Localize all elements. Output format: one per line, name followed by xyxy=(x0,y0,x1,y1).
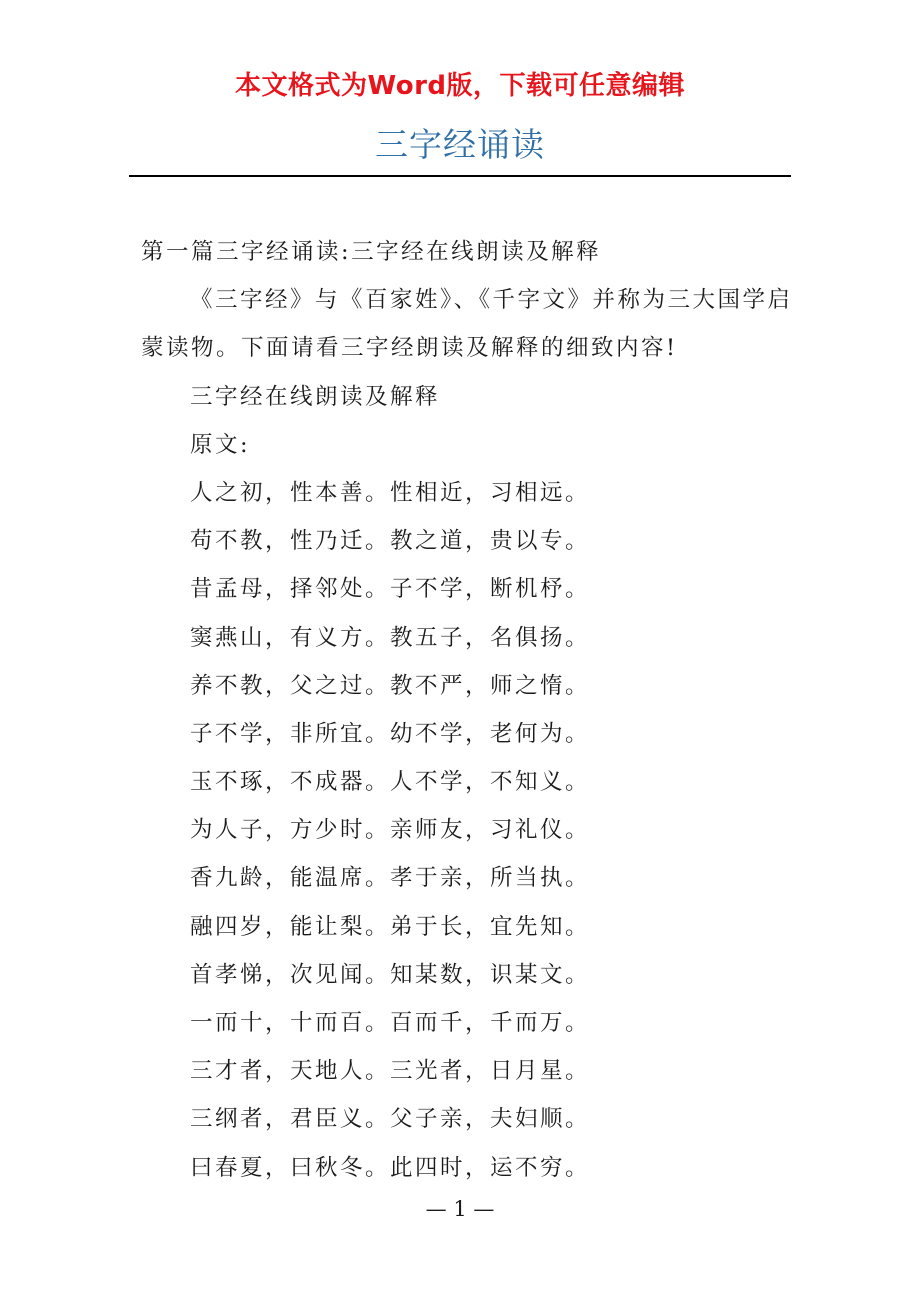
verse-line: 子不学，非所宜。幼不学，老何为。 xyxy=(190,720,591,747)
sub-heading: 三字经在线朗读及解释 xyxy=(190,383,441,410)
original-text-label: 原文: xyxy=(190,431,251,458)
verse-line: 苟不教，性乃迁。教之道，贵以专。 xyxy=(190,528,591,555)
section-heading: 第一篇三字经诵读:三字经在线朗读及解释 xyxy=(141,239,602,265)
verse-line: 曰春夏，曰秋冬。此四时，运不穷。 xyxy=(190,1154,591,1181)
verse-line: 三纲者，君臣义。父子亲，夫妇顺。 xyxy=(190,1106,591,1133)
intro-line-1: 《三字经》与《百家姓》、《千字文》并称为三大国学启 xyxy=(190,287,793,314)
verse-line: 玉不琢，不成器。人不学，不知义。 xyxy=(190,769,591,796)
page-number: — 1 — xyxy=(425,1197,495,1221)
verse-line: 三才者，天地人。三光者，日月星。 xyxy=(190,1058,591,1085)
word-format-notice: 本文格式为Word版，下载可任意编辑 xyxy=(234,71,686,101)
verse-line: 香九龄，能温席。孝于亲，所当执。 xyxy=(190,865,591,892)
verse-line: 昔孟母，择邻处。子不学，断机杼。 xyxy=(190,576,591,603)
document-title: 三字经诵读 xyxy=(375,125,545,164)
verse-line: 窦燕山，有义方。教五子，名俱扬。 xyxy=(190,624,591,651)
verse-line: 养不教，父之过。教不严，师之惰。 xyxy=(190,672,591,699)
intro-line-2: 蒙读物。下面请看三字经朗读及解释的细致内容! xyxy=(141,335,678,362)
verse-line: 一而十，十而百。百而千，千而万。 xyxy=(190,1010,591,1036)
header-divider xyxy=(129,175,791,177)
verse-line: 首孝悌，次见闻。知某数，识某文。 xyxy=(190,961,591,988)
verse-line: 人之初，性本善。性相近，习相远。 xyxy=(190,479,591,506)
verse-line: 为人子，方少时。亲师友，习礼仪。 xyxy=(190,817,591,844)
document-body xyxy=(141,230,791,1194)
verse-line: 融四岁，能让梨。弟于长，宜先知。 xyxy=(190,913,591,940)
